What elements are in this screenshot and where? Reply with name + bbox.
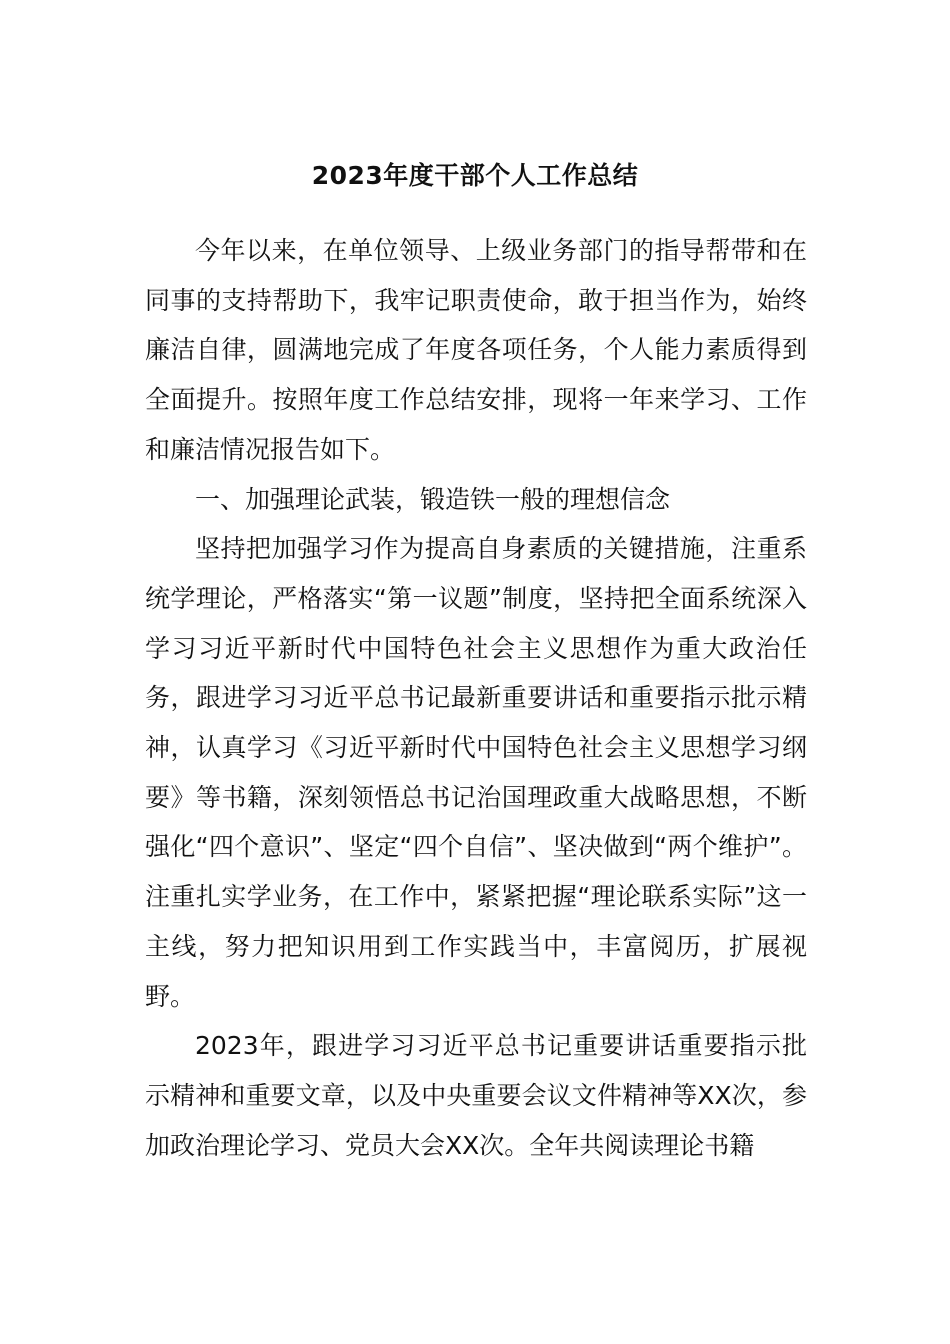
section-heading-1: 一、加强理论武装，锻造铁一般的理想信念	[195, 484, 671, 514]
body-paragraph: 坚持把加强学习作为提高自身素质的关键措施，注重系统学理论，严格落实“第一议题”制度，坚持把全面系统深入学习习近平新时代中国特色社会主义思想作为重大政治任务，跟进学习习近平总书记最新重要讲话和重要指示批示精神，认真学习《习近平新时代中国特色社会主义思想学习纲要》等书籍，深刻领悟总书记治国理政重大战略思想，不断强化“四个意识”、坚定“四个自信”、坚决做到“两个维护”。注重扎实学业务，在工作中，紧紧把握“理论联系实际”这一主线，努力把知识用到工作实践当中，丰富阅历，扩展视野。	[145, 534, 807, 1011]
document-title: 2023年度干部个人工作总结	[311, 161, 639, 190]
body-paragraph: 2023年，跟进学习习近平总书记重要讲话重要指示批示精神和重要文章，以及中央重要会议文件精神等XX次，参加政治理论学习、党员大会XX次。全年共阅读理论书籍	[145, 1031, 807, 1160]
intro-paragraph: 今年以来，在单位领导、上级业务部门的指导帮带和在同事的支持帮助下，我牢记职责使命，敢于担当作为，始终廉洁自律，圆满地完成了年度各项任务，个人能力素质得到全面提升。按照年度工作总结安排，现将一年来学习、工作和廉洁情况报告如下。	[145, 236, 807, 464]
document-body	[145, 226, 807, 1170]
